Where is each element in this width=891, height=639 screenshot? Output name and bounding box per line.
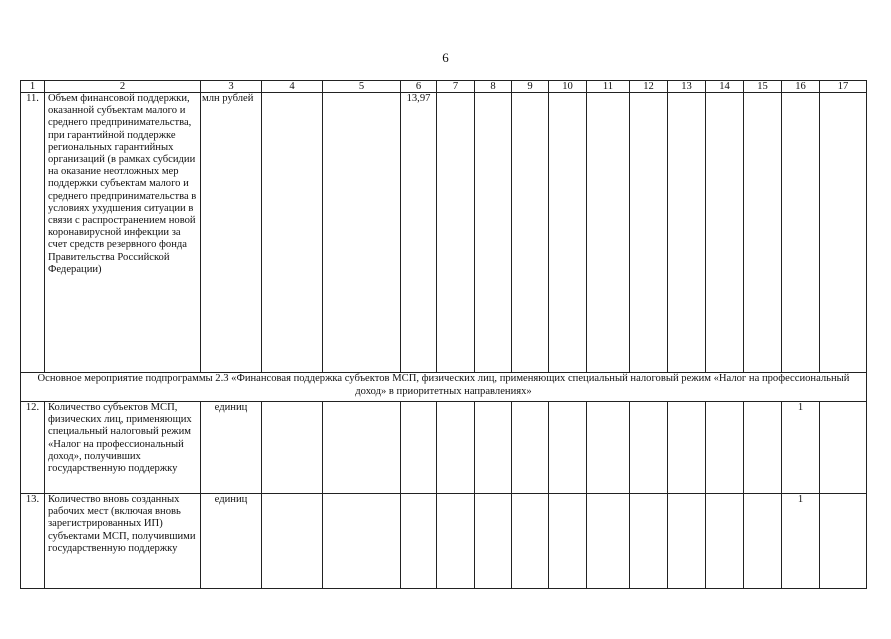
column-header: 13 [668,81,706,93]
unit-cell: млн рублей [201,93,262,373]
value-cell [401,402,437,494]
table-cell [437,93,475,373]
table-cell [706,93,744,373]
value-cell: 1 [782,494,820,589]
column-header: 3 [201,81,262,93]
table-cell [512,93,549,373]
table-cell [587,494,630,589]
indicators-table [20,80,867,589]
column-header: 4 [262,81,323,93]
table-cell [706,402,744,494]
section-row [21,373,867,402]
column-header: 12 [630,81,668,93]
table-row [21,494,867,589]
value-cell [401,494,437,589]
column-header: 8 [475,81,512,93]
column-header: 15 [744,81,782,93]
table-cell [587,402,630,494]
table-cell [668,93,706,373]
column-header: 6 [401,81,437,93]
table-cell [668,494,706,589]
column-header: 2 [45,81,201,93]
table-cell [475,402,512,494]
table-cell [744,494,782,589]
table-cell [262,494,323,589]
unit-cell: единиц [201,402,262,494]
table-cell [323,494,401,589]
value-cell: 13,97 [401,93,437,373]
table-cell [706,494,744,589]
table-cell [744,402,782,494]
table-cell [549,494,587,589]
table-cell [437,402,475,494]
table-cell [262,93,323,373]
table-row [21,93,867,373]
table-cell [820,93,867,373]
table-cell [587,93,630,373]
table-cell [512,494,549,589]
header-row [21,81,867,93]
value-cell: 1 [782,402,820,494]
table-row [21,402,867,494]
row-number: 12. [21,402,45,494]
table-cell [549,93,587,373]
indicator-name: Количество субъектов МСП, физических лиц, применяющих специальный налоговый режим «Налог на профессиональный доход», получивших государственную поддержку [45,402,201,494]
value-cell [782,93,820,373]
section-title: Основное мероприятие подпрограммы 2.3 «Финансовая поддержка субъектов МСП, физических лиц, применяющих специальный налоговый режим «Налог на профессиональный доход» в приоритетных направлениях» [21,373,867,402]
table-cell [512,402,549,494]
table-cell [630,402,668,494]
table-cell [323,93,401,373]
unit-cell: единиц [201,494,262,589]
column-header: 1 [21,81,45,93]
indicator-name: Количество вновь созданных рабочих мест (включая вновь зарегистрированных ИП) субъектами МСП, получившими государственную поддержку [45,494,201,589]
row-number: 13. [21,494,45,589]
column-header: 9 [512,81,549,93]
table-cell [668,402,706,494]
table-cell [262,402,323,494]
table-cell [630,93,668,373]
table-cell [549,402,587,494]
table-cell [820,402,867,494]
table-cell [475,494,512,589]
column-header: 17 [820,81,867,93]
table-cell [820,494,867,589]
row-number: 11. [21,93,45,373]
page-number: 6 [442,50,449,65]
column-header: 5 [323,81,401,93]
table-cell [744,93,782,373]
column-header: 11 [587,81,630,93]
table-cell [630,494,668,589]
column-header: 7 [437,81,475,93]
table-cell [323,402,401,494]
table-cell [475,93,512,373]
table-cell [437,494,475,589]
column-header: 10 [549,81,587,93]
column-header: 14 [706,81,744,93]
indicator-name: Объем финансовой поддержки, оказанной субъектам малого и среднего предпринимательства, при гарантийной поддержке региональных гарантийных организаций (в рамках субсидии на оказание неотложных мер поддержки субъектам малого и среднего предпринимательства в условиях ухудшения ситуации в связи с распространением новой коронавирусной инфекции за счет средств резервного фонда Правительства Российской Федерации) [45,93,201,373]
column-header: 16 [782,81,820,93]
